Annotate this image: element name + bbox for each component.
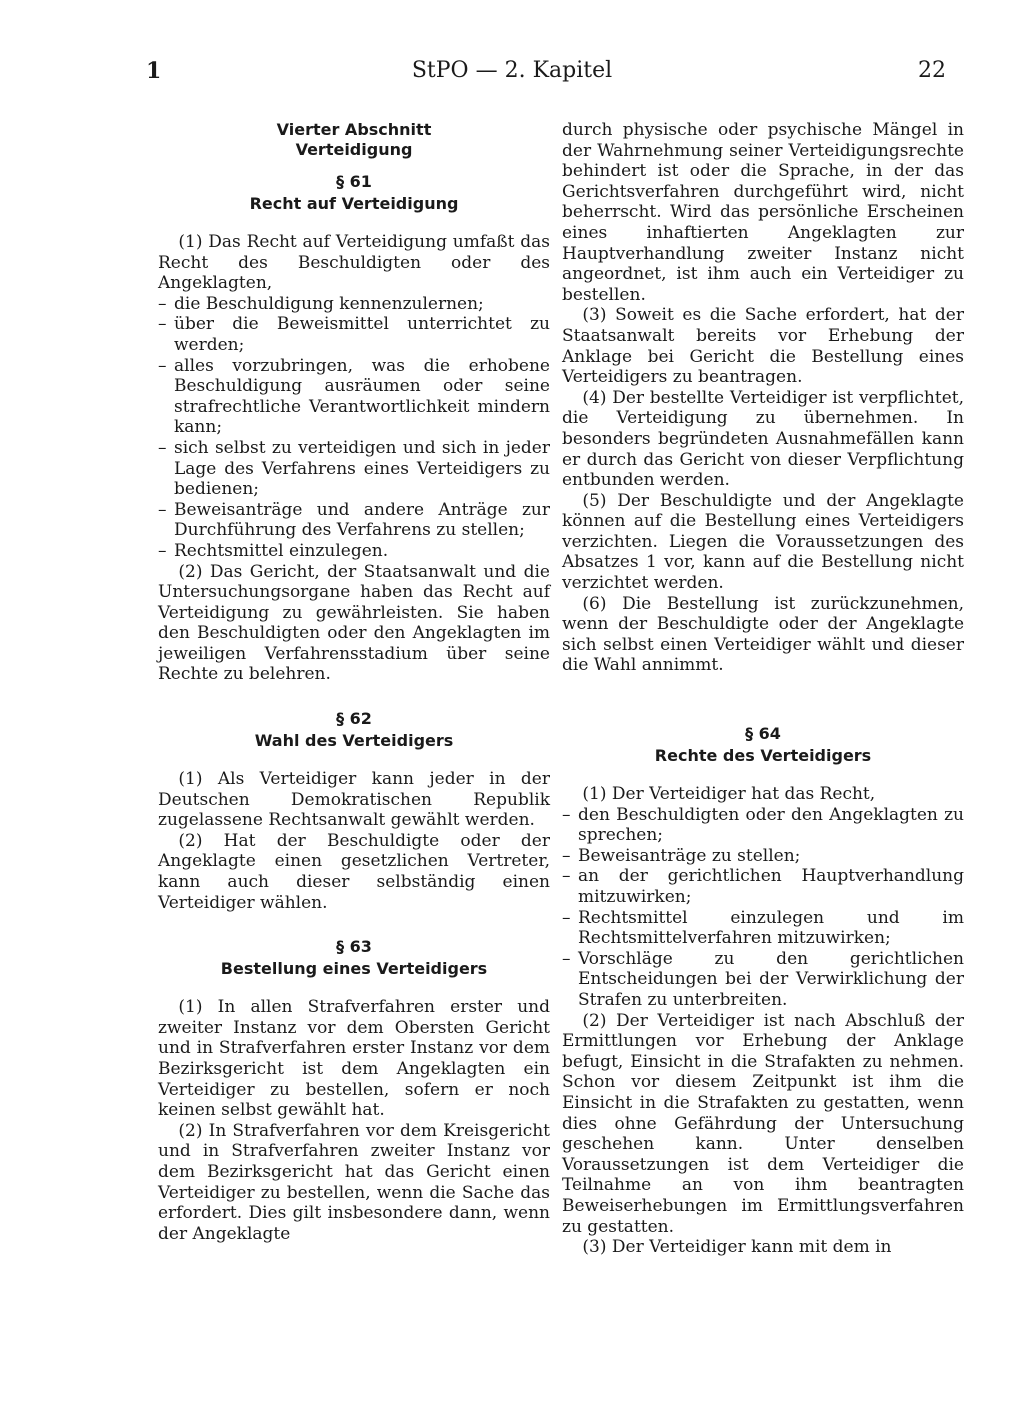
right-column: [562, 120, 964, 1258]
paragraph-61-abs2: (2) Das Gericht, der Staatsanwalt und die Untersuchungsorgane haben das Recht auf Verteidigung zu gewährleisten. Sie haben den Beschuldigten oder den Angeklagten im jeweiligen Verfahrensstadium über seine Rechte zu belehren.: [158, 561, 550, 685]
paragraph-63-abs1: (1) In allen Strafverfahren erster und zweiter Instanz vor dem Obersten Gericht und in Strafverfahren erster Instanz vor dem Bezirksgericht ist dem Angeklagten ein Verteidiger zu bestellen, sofern er noch keinen selbst gewählt hat.: [158, 997, 550, 1121]
paragraph-61-title: Recht auf Verteidigung: [249, 194, 459, 213]
section-title: Vierter Abschnitt: [276, 120, 432, 139]
list-item: – an der gerichtlichen Hauptverhandlung mitzuwirken;: [562, 866, 964, 907]
paragraph-64-abs1-intro: (1) Der Verteidiger hat das Recht,: [582, 784, 876, 805]
chapter-number: 1: [146, 58, 162, 84]
paragraph-63-title: Bestellung eines Verteidigers: [220, 959, 488, 979]
paragraph-64-number: § 64: [745, 724, 781, 744]
paragraph-63-abs6: (6) Die Bestellung ist zurückzunehmen, wenn der Beschuldigte oder der Angeklagte sich selbst einen Verteidiger wählt und dieser die Wahl annimmt.: [562, 593, 964, 676]
list-item: – Rechtsmittel einzulegen.: [158, 540, 389, 561]
paragraph-62-abs1: (1) Als Verteidiger kann jeder in der Deutschen Demokratischen Republik zugelassene Rechtsanwalt gewählt werden.: [158, 769, 550, 831]
paragraph-62-number: § 62: [336, 709, 372, 729]
running-header-title: StPO — 2. Kapitel: [411, 58, 613, 83]
list-item: – über die Beweismittel unterrichtet zu werden;: [158, 314, 550, 355]
paragraph-63-abs4: (4) Der bestellte Verteidiger ist verpflichtet, die Verteidigung zu übernehmen. In besonders begründeten Ausnahmefällen kann er durch das Gericht von dieser Verpflichtung entbunden werden.: [562, 387, 964, 491]
paragraph-63-abs2: (2) In Strafverfahren vor dem Kreisgericht und in Strafverfahren zweiter Instanz vor dem Bezirksgericht hat das Gericht einen Verteidiger zu bestellen, wenn die Sache das erfordert. Dies gilt insbesondere dann, wenn der Angeklagte: [158, 1120, 550, 1244]
page-number: 22: [918, 58, 946, 83]
list-item: – Beweisanträge zu stellen;: [562, 845, 801, 866]
paragraph-61-abs1-intro: (1) Das Recht auf Verteidigung umfaßt das Recht des Beschuldigten oder des Angeklagten,: [158, 232, 550, 294]
paragraph-63-number: § 63: [336, 937, 372, 957]
paragraph-61-number: § 61: [336, 172, 372, 191]
list-item: – sich selbst zu verteidigen und sich in jeder Lage des Verfahrens eines Verteidigers zu bedienen;: [158, 437, 550, 500]
paragraph-64-abs2: (2) Der Verteidiger ist nach Abschluß der Ermittlungen vor Erhebung der Anklage befugt, Einsicht in die Strafakten zu nehmen. Schon vor diesem Zeitpunkt ist ihm die Einsicht in die Strafakten zu gestatten, wenn dies ohne Gefährdung der Untersuchung geschehen kann. Unter denselben Voraussetzungen ist dem Verteidiger die Teilnahme an von ihm beantragten Beweiserhebungen im Ermittlungsverfahren zu gestatten.: [562, 1010, 964, 1237]
paragraph-63-abs5: (5) Der Beschuldigte und der Angeklagte können auf die Bestellung eines Verteidigers verzichten. Liegen die Voraussetzungen des Absatzes 1 vor, kann auf die Bestellung nicht verzichtet werden.: [562, 490, 964, 594]
section-subtitle: Verteidigung: [295, 140, 413, 159]
list-item: – Vorschläge zu den gerichtlichen Entscheidungen bei der Verwirklichung der Strafen zu unterbreiten.: [562, 948, 964, 1010]
list-item: – den Beschuldigten oder den Angeklagten zu sprechen;: [562, 804, 964, 846]
list-item: – die Beschuldigung kennenzulernen;: [158, 293, 484, 314]
paragraph-64-title: Rechte des Verteidigers: [654, 746, 872, 766]
paragraph-63-continued: durch physische oder psychische Mängel in der Wahrnehmung seiner Verteidigungsrechte behindert ist oder die Sprache, in der das Gerichtsverfahren durchgeführt wird, nicht beherrscht. Wird das persönliche Erscheinen eines inhaftierten Angeklagten zur Hauptverhandlung zweiter Instanz nicht angeordnet, ist ihm auch ein Verteidiger zu bestellen.: [562, 120, 964, 305]
left-column: [158, 120, 550, 1244]
paragraph-64-abs3-start: (3) Der Verteidiger kann mit dem in: [582, 1237, 892, 1258]
list-item: – Beweisanträge und andere Anträge zur Durchführung des Verfahrens zu stellen;: [158, 499, 550, 541]
paragraph-62-title: Wahl des Verteidigers: [254, 731, 454, 751]
paragraph-62-abs2: (2) Hat der Beschuldigte oder der Angeklagte einen gesetzlichen Vertreter, kann auch dieser selbständig einen Verteidiger wählen.: [158, 830, 550, 913]
paragraph-63-abs3: (3) Soweit es die Sache erfordert, hat der Staatsanwalt bereits vor Erhebung der Anklage bei Gericht die Bestellung eines Verteidigers zu beantragen.: [562, 305, 964, 388]
list-item: – Rechtsmittel einzulegen und im Rechtsmittelverfahren mitzuwirken;: [562, 907, 964, 949]
list-item: – alles vorzubringen, was die erhobene Beschuldigung ausräumen oder seine strafrechtliche Verantwortlichkeit mindern kann;: [158, 355, 550, 438]
